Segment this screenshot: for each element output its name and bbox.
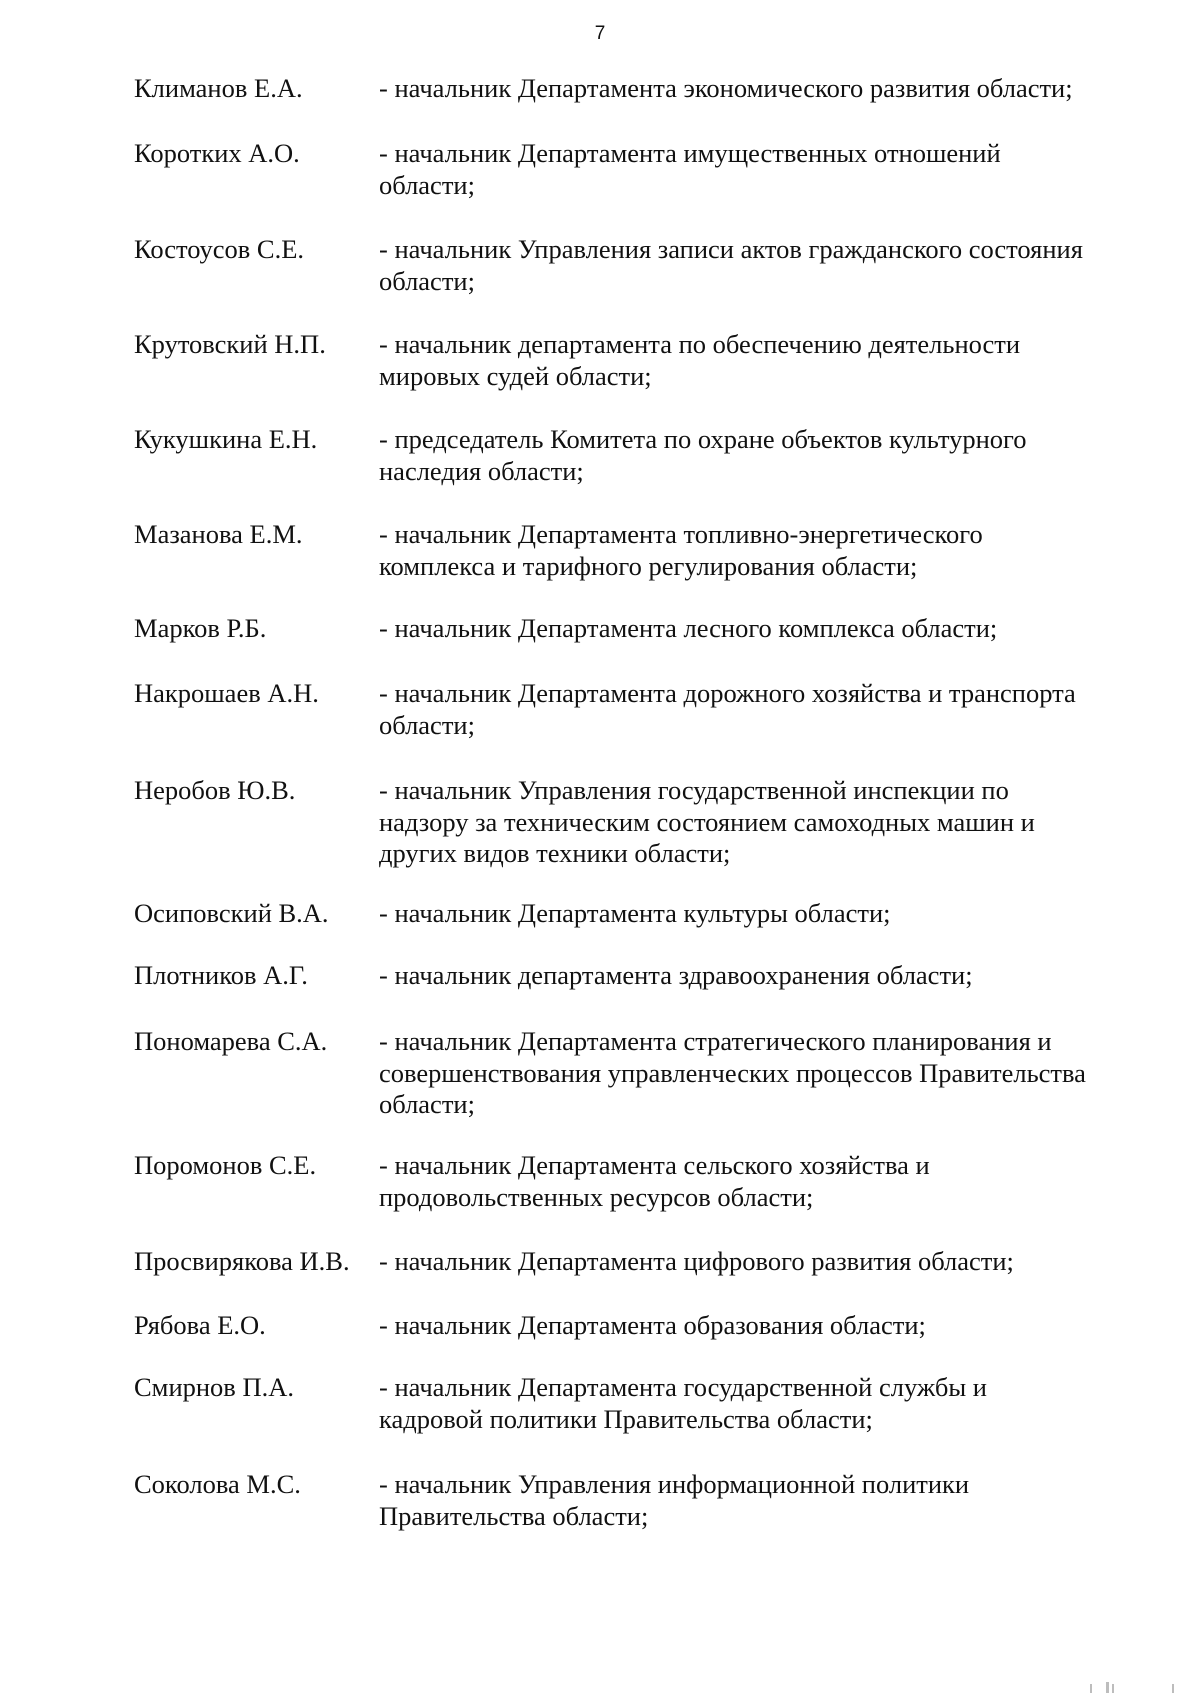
member-role bbox=[379, 234, 1200, 297]
member-name: Смирнов П.А. bbox=[134, 1372, 294, 1402]
member-role-line: - начальник Управления записи актов гражданского состояния bbox=[379, 234, 1083, 264]
scan-mark bbox=[1172, 1684, 1174, 1693]
member-name: Соколова М.С. bbox=[134, 1469, 301, 1499]
member-role-line: - начальник Департамента цифрового развития области; bbox=[379, 1246, 1014, 1276]
member-name: Поромонов С.Е. bbox=[134, 1150, 317, 1180]
member-role-line: области; bbox=[379, 265, 475, 296]
member-role bbox=[379, 138, 1200, 201]
member-role bbox=[379, 678, 1200, 741]
member-role-line: - начальник Департамента культуры области; bbox=[379, 898, 891, 928]
member-role-line: - начальник департамента здравоохранения области; bbox=[379, 960, 973, 990]
member-name: Просвирякова И.В. bbox=[134, 1246, 350, 1276]
member-name: Осиповский В.А. bbox=[134, 898, 329, 928]
member-name: Мазанова Е.М. bbox=[134, 519, 303, 549]
member-name: Коротких А.О. bbox=[134, 138, 300, 168]
scan-mark bbox=[1106, 1682, 1109, 1693]
member-name: Костоусов С.Е. bbox=[134, 234, 305, 264]
member-name: Рябова Е.О. bbox=[134, 1310, 266, 1340]
member-role bbox=[379, 1469, 1200, 1532]
member-role bbox=[379, 424, 1200, 487]
member-name: Крутовский Н.П. bbox=[134, 329, 326, 359]
member-role-line: области; bbox=[379, 709, 475, 740]
member-role-line: надзору за техническим состоянием самоходных машин и bbox=[379, 806, 1035, 837]
member-name: Накрошаев А.Н. bbox=[134, 678, 319, 708]
member-role-line: наследия области; bbox=[379, 455, 584, 486]
member-role-line: - начальник Департамента образования области; bbox=[379, 1310, 926, 1340]
member-role bbox=[379, 519, 1200, 582]
member-role bbox=[379, 613, 1200, 645]
member-role-line: совершенствования управленческих процессов Правительства bbox=[379, 1057, 1086, 1088]
member-role-line: - начальник департамента по обеспечению деятельности bbox=[379, 329, 1021, 359]
member-role bbox=[379, 898, 1200, 930]
member-role-line: - начальник Департамента имущественных отношений bbox=[379, 138, 1001, 168]
member-role-line: - начальник Департамента сельского хозяйства и bbox=[379, 1150, 930, 1180]
member-role bbox=[379, 775, 1200, 870]
member-role-line: продовольственных ресурсов области; bbox=[379, 1181, 814, 1212]
member-name: Плотников А.Г. bbox=[134, 960, 308, 990]
page-number: 7 bbox=[594, 23, 606, 44]
scan-mark bbox=[1112, 1684, 1114, 1693]
member-role-line: области; bbox=[379, 1089, 475, 1119]
member-role-line: других видов техники области; bbox=[379, 838, 731, 868]
member-name: Климанов Е.А. bbox=[134, 73, 303, 103]
member-role bbox=[379, 960, 1200, 992]
member-role bbox=[379, 1246, 1200, 1278]
member-name: Пономарева С.А. bbox=[134, 1026, 328, 1056]
member-role bbox=[379, 1372, 1200, 1435]
member-role-line: - начальник Управления информационной политики bbox=[379, 1469, 970, 1499]
member-name: Кукушкина Е.Н. bbox=[134, 424, 318, 454]
member-role-line: комплекса и тарифного регулирования области; bbox=[379, 550, 918, 581]
member-role-line: Правительства области; bbox=[379, 1500, 649, 1531]
member-role-line: - начальник Департамента топливно-энергетического bbox=[379, 519, 983, 549]
member-role-line: - начальник Департамента государственной службы и bbox=[379, 1372, 987, 1402]
member-role-line: - начальник Департамента лесного комплекса области; bbox=[379, 613, 998, 643]
member-role bbox=[379, 1150, 1200, 1213]
member-role-line: - начальник Департамента дорожного хозяйства и транспорта bbox=[379, 678, 1076, 708]
member-role-line: - начальник Департамента экономического развития области; bbox=[379, 73, 1073, 103]
member-role bbox=[379, 329, 1200, 392]
scan-mark bbox=[1090, 1684, 1092, 1693]
member-role-line: - начальник Департамента стратегического планирования и bbox=[379, 1026, 1052, 1056]
member-role-line: кадровой политики Правительства области; bbox=[379, 1403, 873, 1434]
member-name: Марков Р.Б. bbox=[134, 613, 267, 643]
member-role-line: - председатель Комитета по охране объектов культурного bbox=[379, 424, 1027, 454]
member-role bbox=[379, 1026, 1200, 1121]
member-role bbox=[379, 1310, 1200, 1342]
member-name: Неробов Ю.В. bbox=[134, 775, 296, 805]
member-role-line: области; bbox=[379, 169, 475, 200]
member-role-line: мировых судей области; bbox=[379, 360, 652, 391]
member-role-line: - начальник Управления государственной инспекции по bbox=[379, 775, 1009, 805]
member-role bbox=[379, 73, 1200, 105]
